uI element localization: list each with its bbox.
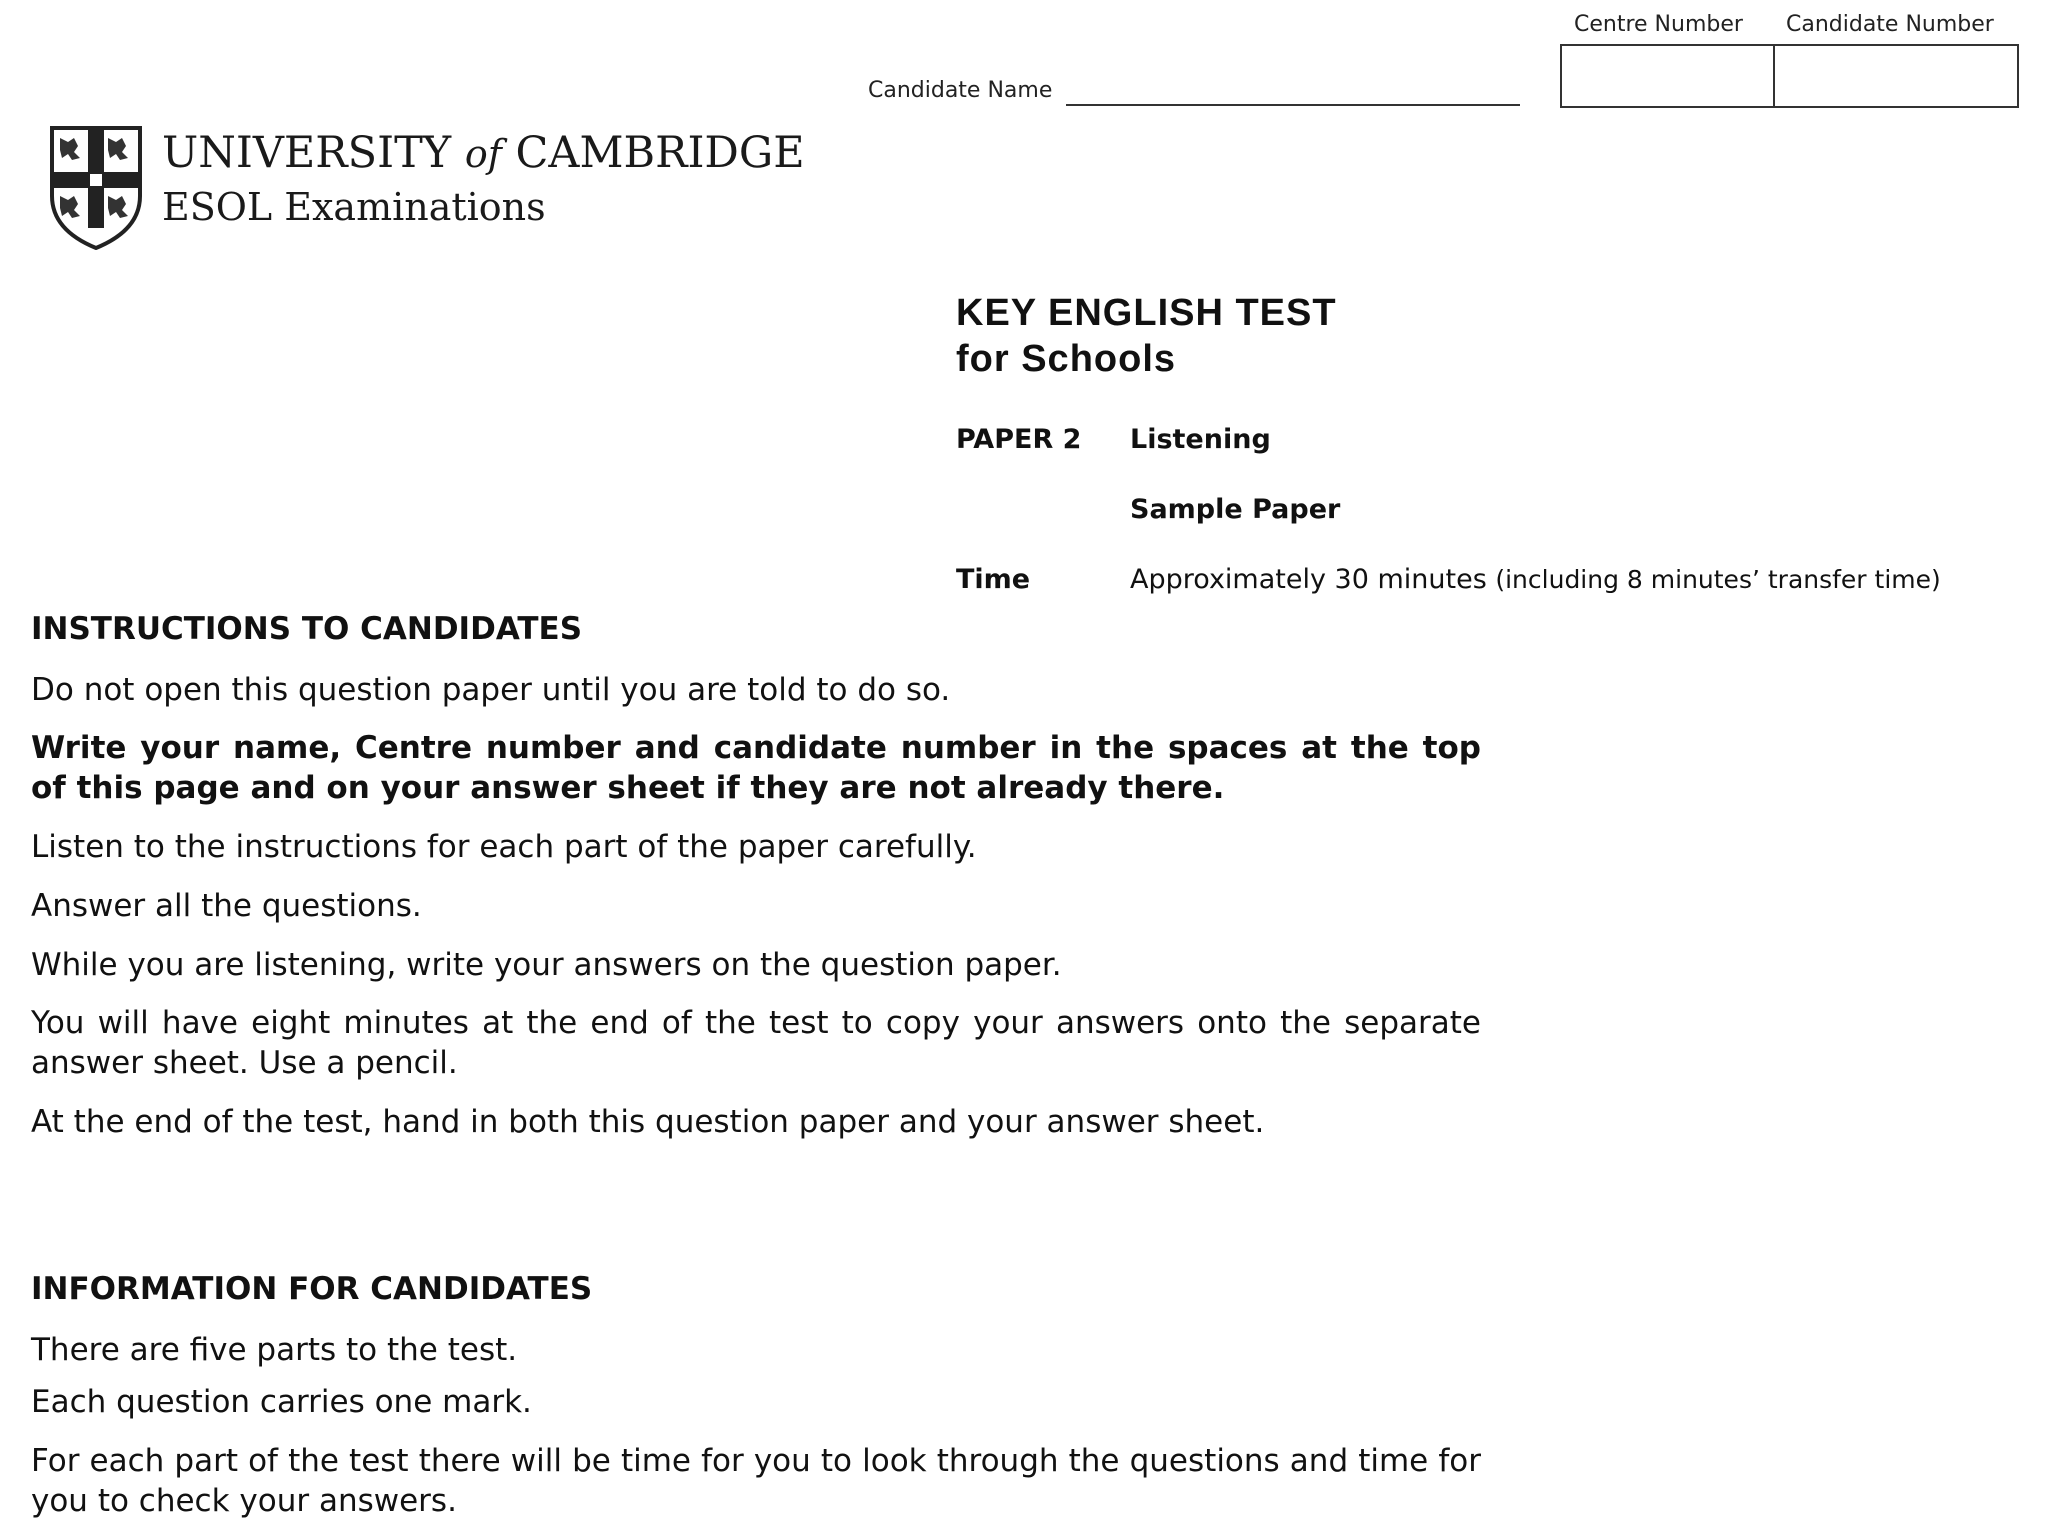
instructions-heading: INSTRUCTIONS TO CANDIDATES xyxy=(31,611,583,647)
candidate-number-field[interactable] xyxy=(1773,44,2019,108)
information-item: Each question carries one mark. xyxy=(31,1384,532,1420)
instruction-item: Answer all the questions. xyxy=(31,888,422,924)
exam-title: KEY ENGLISH TEST xyxy=(956,292,1337,334)
university-wordmark xyxy=(162,128,805,178)
instruction-item: Do not open this question paper until you are told to do so. xyxy=(31,672,951,708)
instruction-item: You will have eight minutes at the end of the test to copy your answers onto the separate answer sheet. Use a pencil. xyxy=(31,1005,1481,1081)
wordmark-cambridge: CAMBRIDGE xyxy=(515,128,805,178)
time-value xyxy=(1130,564,1941,595)
information-heading: INFORMATION FOR CANDIDATES xyxy=(31,1271,593,1307)
paper-label: PAPER 2 xyxy=(956,424,1082,455)
instruction-item: Listen to the instructions for each part of the paper carefully. xyxy=(31,829,977,865)
time-note: (including 8 minutes’ transfer time) xyxy=(1495,565,1941,594)
instruction-item: Write your name, Centre number and candidate number in the spaces at the top of this page and on your answer sheet if they are not already there. xyxy=(31,730,1481,806)
exam-subtitle: for Schools xyxy=(956,338,1177,380)
candidate-name-field[interactable] xyxy=(1066,104,1520,106)
esol-wordmark: ESOL Examinations xyxy=(162,185,546,229)
time-label: Time xyxy=(956,564,1031,595)
paper-name: Listening xyxy=(1130,424,1271,455)
wordmark-university: UNIVERSITY xyxy=(162,128,452,178)
cambridge-crest-icon xyxy=(48,126,144,250)
candidate-number-label: Candidate Number xyxy=(1786,12,1994,37)
information-item: There are five parts to the test. xyxy=(31,1332,518,1368)
centre-number-label: Centre Number xyxy=(1574,12,1743,37)
paper-type: Sample Paper xyxy=(1130,494,1341,525)
instruction-item: At the end of the test, hand in both this question paper and your answer sheet. xyxy=(31,1104,1265,1140)
centre-number-field[interactable] xyxy=(1560,44,1775,108)
candidate-name-label: Candidate Name xyxy=(868,78,1053,103)
information-item: For each part of the test there will be time for you to look through the questions and time for you to check your answers. xyxy=(31,1443,1481,1519)
instruction-item: While you are listening, write your answers on the question paper. xyxy=(31,947,1062,983)
wordmark-of: of xyxy=(464,132,502,176)
time-duration: Approximately 30 minutes xyxy=(1130,564,1487,595)
